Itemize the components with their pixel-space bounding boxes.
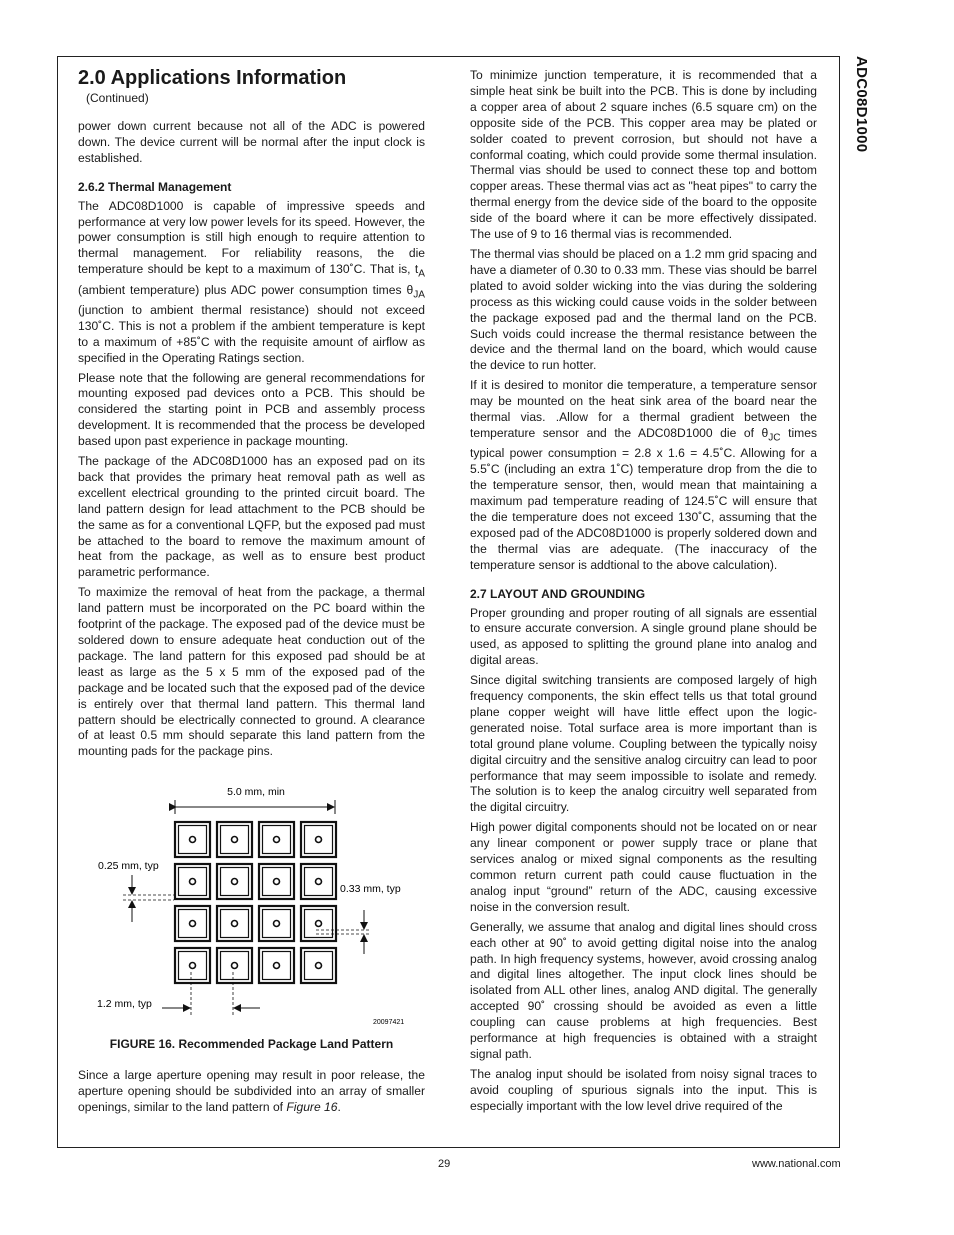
thermal-pad: [217, 864, 252, 899]
thermal-pad: [175, 864, 210, 899]
paragraph: Since a large aperture opening may result in poor release, the aperture opening should be subdivided into an array of smaller openings, similar to the land pattern of Figure 16.: [78, 1068, 425, 1115]
pad-aperture: [263, 952, 291, 980]
paragraph: To maximize the removal of heat from the package, a thermal land pattern must be incorporated on the PC board within the footprint of the package. The exposed pad of the device must be soldered down to ensure adequate heat conduction out of the package. The land pattern for this exposed pad should be at least as large as the 5 x 5 mm of the exposed pad of the package and be located such that the exposed pad of the device is entirely over that thermal land pattern. This thermal land pattern should be electrically connected to ground. A clearance of at least 0.5 mm should separate this land pattern from the mounting pads for the package pins.: [78, 585, 425, 759]
thermal-via: [232, 879, 238, 885]
pad-aperture: [263, 910, 291, 938]
thermal-via: [316, 963, 322, 969]
thermal-via: [190, 837, 196, 843]
paragraph: The thermal vias should be placed on a 1.2 mm grid spacing and have a diameter of 0.30 to 0.33 mm. These vias should be barrel plated to avoid solder wicking into the vias during the soldering process as this wicking could cause voids in the solder between the package exposed pad and the thermal land on the PCB. Such voids could increase the thermal resistance between the device and the thermal land on the board, which would cause the device to run hotter.: [470, 246, 817, 373]
land-pattern-diagram: [78, 772, 425, 1036]
thermal-pad: [259, 948, 294, 983]
thermal-via: [190, 963, 196, 969]
pad-aperture: [221, 910, 249, 938]
thermal-pad: [301, 906, 336, 941]
thermal-pad: [259, 864, 294, 899]
figure-reference: Figure 16: [286, 1100, 338, 1115]
thermal-pad: [217, 822, 252, 857]
thermal-pad: [301, 948, 336, 983]
land-pattern-figure: [78, 772, 425, 1036]
paragraph: If it is desired to monitor die temperature, a temperature sensor may be mounted on the heat sink area of the board near the thermal vias. .Allow for a thermal gradient between the temperature sensor and the ADC08D1000 die of $\theta_{JC}$ times typical power consumption = 2.8 x 1.6 = 4.5˚C. Allowing for a 5.5˚C (including an extra 1˚C) temperature drop from the die to the temperature sensor, then, would mean that maintaining a maximum pad temperature reading of 124.5˚C will ensure that the die temperature does not exceed 130˚C, assuming that the exposed pad of the ADC08D1000 is properly soldered down and the thermal vias are adequate. (The inaccuracy of the temperature sensor is addtional to the above calculation).: [470, 378, 818, 572]
paragraph: Since digital switching transients are composed largely of high frequency components, the skin effect tells us that total ground plane copper weight will have little effect upon the logic-generated noise. Total surface area is more important than is total ground plane volume. Coupling between the typically noisy digital circuitry and the sensitive analog circuitry can lead to poor performance that may seem impossible to isolate and remedy. The solution is to keep the analog circuitry well separated from the digital circuitry.: [470, 673, 817, 815]
thermal-pad: [259, 822, 294, 857]
dim-label-pitch: 1.2 mm, typ: [97, 998, 152, 1011]
side-part-number: ADC08D1000: [853, 56, 870, 153]
pad-aperture: [179, 910, 207, 938]
thermal-pad: [175, 822, 210, 857]
right-column: [470, 68, 817, 1119]
paragraph: Generally, we assume that analog and digital lines should cross each other at 90˚ to avoid getting digital noise into the analog path. In high frequency systems, however, avoid crossing analog and digital lines altogether. The input clock lines should be isolated from ALL other lines, analog AND digital. The generally accepted 90˚ crossing should be avoided as even a little coupling can cause problems at high frequencies. Best performance at high frequencies is obtained with a straight signal path.: [470, 919, 817, 1061]
thermal-pad: [175, 906, 210, 941]
subsection-heading-thermal: 2.6.2 Thermal Management: [78, 179, 232, 194]
continued-label: (Continued): [86, 91, 149, 105]
thermal-pad: [175, 948, 210, 983]
footer-url[interactable]: www.national.com: [752, 1158, 841, 1170]
thermal-pad: [301, 864, 336, 899]
pad-aperture: [221, 868, 249, 896]
subsection-heading-layout: 2.7 LAYOUT AND GROUNDING: [470, 586, 646, 601]
paragraph: Please note that the following are general recommendations for mounting exposed pad devices onto a PCB. This should be considered the starting point in PCB and assembly process development. It is recommended that the process be developed based upon past experience in package mounting.: [78, 370, 425, 449]
thermal-via: [316, 921, 322, 927]
paragraph: power down current because not all of the ADC is powered down. The device current will be normal after the input clock is established.: [78, 118, 425, 165]
paragraph: High power digital components should not be located on or near any linear component or power supply trace or plane that services analog or mixed signal components as the resulting common return current path could cause fluctuation in the analog input “ground” return of the ADC, causing excessive noise in the conversion result.: [470, 820, 817, 914]
dim-label-gap: 0.25 mm, typ: [98, 860, 159, 873]
thermal-pad: [259, 906, 294, 941]
thermal-pad: [217, 948, 252, 983]
page-number: 29: [438, 1158, 451, 1170]
pad-aperture: [179, 868, 207, 896]
thermal-via: [274, 837, 280, 843]
section-title: 2.0 Applications Information: [78, 67, 347, 89]
pad-aperture: [305, 826, 333, 854]
paragraph: Proper grounding and proper routing of all signals are essential to ensure accurate conversion. A single ground plane should be used, as apposed to splitting the ground plane into analog and digital areas.: [470, 605, 817, 668]
paragraph: The ADC08D1000 is capable of impressive speeds and performance at very low power levels for its speed. However, the power consumption is still high enough to require attention to thermal management. For reliability reasons, the die temperature should be kept to a maximum of 130˚C. That is, $t_A$ (ambient temperature) plus ADC power consumption times $\theta_{JA}$ (junction to ambient thermal resistance) should not exceed 130˚C. This is not a problem if the ambient temperature is kept to a maximum of +85˚C with the requisite amount of airflow as specified in the Operating Ratings section.: [78, 198, 425, 365]
pad-aperture: [263, 868, 291, 896]
dim-label-via: 0.33 mm, typ: [340, 883, 401, 896]
thermal-via: [232, 921, 238, 927]
pad-aperture: [179, 952, 207, 980]
left-column: [78, 66, 425, 1120]
figure-caption: FIGURE 16. Recommended Package Land Pattern: [109, 1037, 394, 1052]
thermal-pad: [217, 906, 252, 941]
thermal-via: [232, 963, 238, 969]
thermal-via: [190, 921, 196, 927]
paragraph: The analog input should be isolated from noisy signal traces to avoid coupling of spurious signals into the input. This is especially important with the low level drive required of the: [470, 1066, 817, 1113]
thermal-via: [274, 963, 280, 969]
thermal-via: [190, 879, 196, 885]
dim-label-width: 5.0 mm, min: [227, 786, 285, 799]
pad-aperture: [221, 952, 249, 980]
pad-grid: [175, 822, 336, 983]
pad-aperture: [305, 910, 333, 938]
thermal-via: [232, 837, 238, 843]
thermal-via: [316, 837, 322, 843]
pad-aperture: [263, 826, 291, 854]
thermal-via: [274, 879, 280, 885]
paragraph: To minimize junction temperature, it is recommended that a simple heat sink be built into the PCB. This is done by including a copper area of about 2 square inches (6.5 square cm) on the opposite side of the PCB. This copper area may be plated or solder coated to prevent corrosion, but should not have a conformal coating, which could provide some thermal insulation. Thermal vias should be used to connect these top and bottom copper areas. These thermal vias act as "heat pipes" to carry the thermal energy from the device side of the board to the opposite side of the board where it can be more effectively dissipated. The use of 9 to 16 thermal vias is recommended.: [470, 68, 817, 242]
figure-code: 20097421: [373, 1019, 405, 1027]
pad-aperture: [221, 826, 249, 854]
thermal-pad: [301, 822, 336, 857]
pad-aperture: [305, 868, 333, 896]
thermal-via: [274, 921, 280, 927]
thermal-via: [316, 879, 322, 885]
pad-aperture: [305, 952, 333, 980]
pad-aperture: [179, 826, 207, 854]
paragraph: The package of the ADC08D1000 has an exposed pad on its back that provides the primary heat removal path as well as excellent electrical grounding to the printed circuit board. The land pattern design for lead attachment to the PCB should be the same as for a conventional LQFP, but the exposed pad must be attached to the board to remove the maximum amount of heat from the package, as well as to ensure best product parametric performance.: [78, 454, 425, 580]
